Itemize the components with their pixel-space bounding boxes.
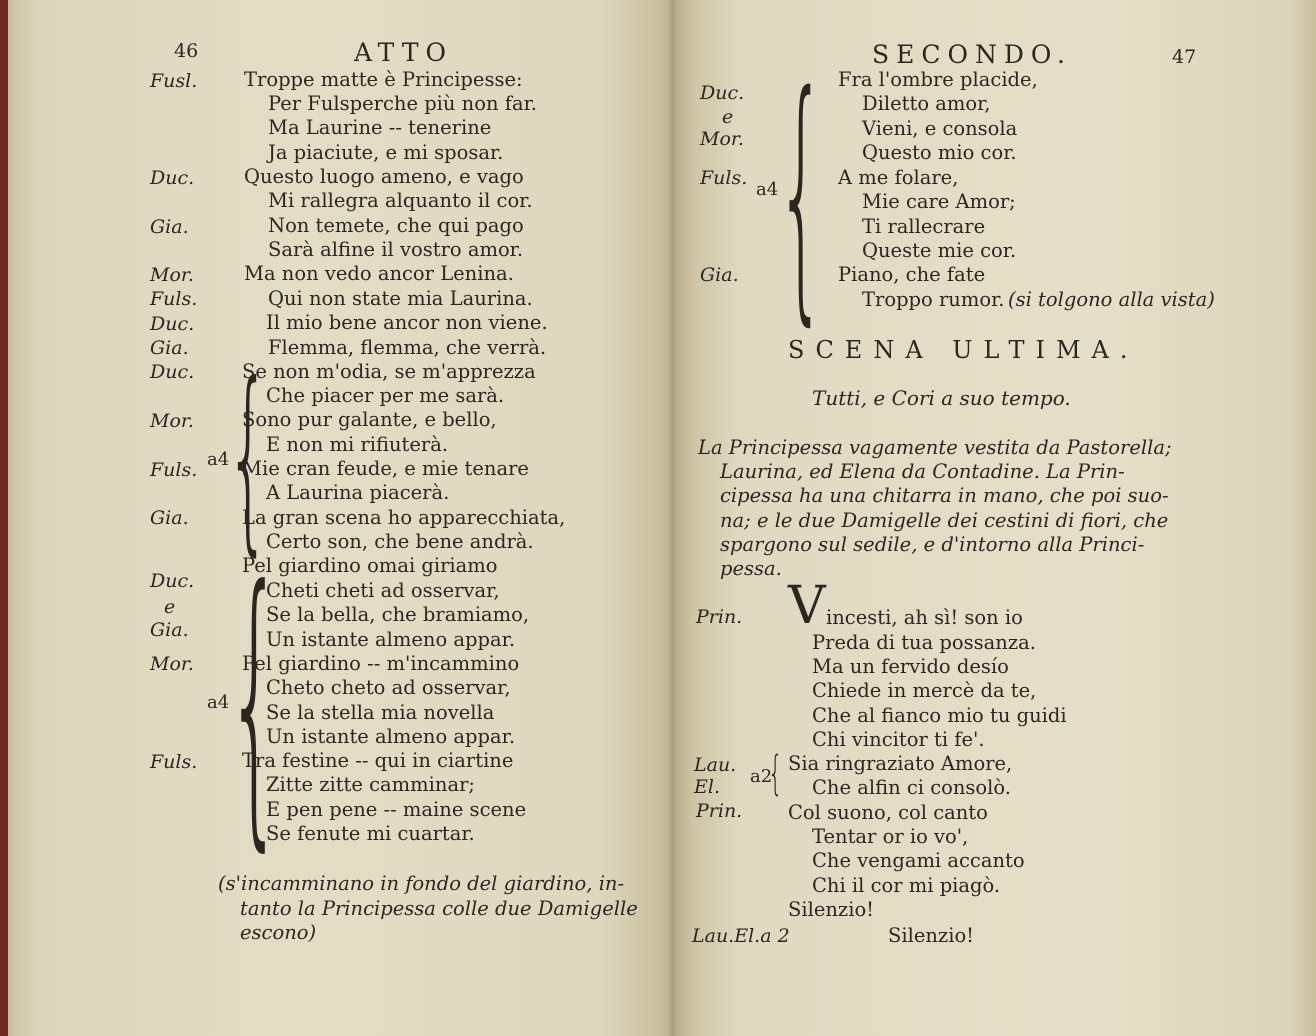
verse-line: Un istante almeno appar. — [266, 628, 516, 651]
speaker-name: Mor. — [150, 653, 194, 675]
verse-line: Il mio bene ancor non viene. — [266, 311, 548, 334]
verse-line: A me folare, — [838, 166, 959, 189]
verse-line: Sono pur galante, e bello, — [242, 408, 497, 431]
description-line: spargono sul sedile, e d'intorno alla Princi- — [720, 533, 1145, 556]
verse-line: Se fenute mi cuartar. — [266, 822, 475, 845]
verse-line: Questo luogo ameno, e vago — [244, 165, 524, 188]
speaker-name: Gia. — [700, 264, 739, 286]
verse-line: Tra festine -- qui in ciartine — [242, 749, 514, 772]
speaker-name: Gia. — [150, 216, 189, 238]
speaker-name: e — [722, 106, 734, 128]
verse-line: Se la stella mia novella — [266, 701, 495, 724]
stage-direction-line: tanto la Principessa colle due Damigelle — [240, 897, 638, 920]
verse-line: Sarà alfine il vostro amor. — [268, 238, 524, 261]
verse-line: Ma Laurine -- tenerine — [268, 116, 492, 139]
speaker-name: Fusl. — [150, 70, 198, 92]
verse-line: Silenzio! — [888, 924, 975, 947]
speaker-name: Duc. — [700, 82, 745, 104]
verse-line: Per Fulsperche più non far. — [268, 92, 537, 115]
verse-line: Ti rallecrare — [862, 215, 986, 238]
speaker-name: Mor. — [700, 128, 744, 150]
verse-line: Fra l'ombre placide, — [838, 68, 1038, 91]
scene-title: SCENA ULTIMA. — [788, 336, 1139, 364]
ensemble-mark: a4 — [207, 692, 230, 713]
verse-line: Ma non vedo ancor Lenina. — [244, 262, 514, 285]
speaker-name: Duc. — [150, 167, 195, 189]
verse-line: Troppe matte è Principesse: — [244, 68, 523, 91]
verse-line: Preda di tua possanza. — [812, 631, 1036, 654]
drop-cap: V — [788, 576, 826, 636]
verse-line: incesti, ah sì! son io — [826, 606, 1023, 629]
verse-line: Silenzio! — [788, 898, 875, 921]
speaker-name: Gia. — [150, 507, 189, 529]
verse-line: Questo mio cor. — [862, 141, 1017, 164]
brace-icon: { — [226, 341, 271, 574]
stage-direction-line: escono) — [240, 921, 317, 944]
speaker-name: Gia. — [150, 337, 189, 359]
verse-line: Se non m'odia, se m'apprezza — [242, 360, 536, 383]
brace-icon: { — [768, 746, 783, 800]
verse-line: Troppo rumor. — [862, 288, 1005, 311]
verse-line: Ma un fervido desío — [812, 655, 1009, 678]
verse-line: Qui non state mia Laurina. — [268, 287, 533, 310]
verse-line: Pel giardino -- m'incammino — [242, 652, 520, 675]
verse-line: Che al fianco mio tu guidi — [812, 704, 1067, 727]
speaker-name: Duc. — [150, 570, 195, 592]
verse-line: E pen pene -- maine scene — [266, 798, 527, 821]
ensemble-mark-a2: a2 — [750, 766, 773, 787]
verse-line: Pel giardino omai giriamo — [242, 554, 498, 577]
verse-line: Non temete, che qui pago — [268, 214, 524, 237]
speaker-name: Mor. — [150, 410, 194, 432]
page-number-left: 46 — [174, 40, 199, 62]
brace-icon: { — [226, 527, 284, 876]
speaker-name: Mor. — [150, 264, 194, 286]
verse-line: Mi rallegra alquanto il cor. — [268, 189, 533, 212]
speaker-name: Gia. — [150, 619, 189, 641]
verse-line: Mie cran feude, e mie tenare — [242, 457, 529, 480]
scene-subtitle: Tutti, e Cori a suo tempo. — [812, 386, 1071, 410]
verse-line: Queste mie cor. — [862, 239, 1017, 262]
verse-line: Zitte zitte camminar; — [266, 773, 475, 796]
verse-line: Ja piaciute, e mi sposar. — [268, 141, 504, 164]
verse-line: Flemma, flemma, che verrà. — [268, 336, 547, 359]
speaker-name: e — [164, 596, 176, 618]
description-line: cipessa ha una chitarra in mano, che poi suo- — [720, 484, 1169, 507]
verse-line: Chi il cor mi piagò. — [812, 874, 1001, 897]
brace-icon: { — [776, 40, 827, 348]
verse-line: E non mi rifiuterà. — [266, 433, 449, 456]
verse-line: Piano, che fate — [838, 263, 986, 286]
running-header-left: ATTO — [354, 38, 453, 67]
page-number-right: 47 — [1172, 46, 1197, 68]
speaker-name: Fuls. — [150, 288, 198, 310]
description-line: pessa. — [720, 557, 782, 580]
verse-line: Diletto amor, — [862, 92, 991, 115]
description-line: Laurina, ed Elena da Contadine. La Prin- — [720, 460, 1125, 483]
verse-line: La gran scena ho apparecchiata, — [242, 506, 566, 529]
verse-line: Vieni, e consola — [862, 117, 1018, 140]
book-gutter — [668, 0, 678, 1036]
verse-line: Col suono, col canto — [788, 801, 988, 824]
verse-line: Che piacer per me sarà. — [266, 384, 505, 407]
description-line: La Principessa vagamente vestita da Pastorella; — [698, 436, 1172, 459]
verse-line: Tentar or io vo', — [812, 825, 969, 848]
verse-line: Cheti cheti ad osservar, — [266, 579, 500, 602]
speaker-name: Lau.El.a 2 — [692, 925, 790, 947]
speaker-name: Fuls. — [150, 459, 198, 481]
running-header-right: SECONDO. — [872, 40, 1072, 69]
speaker-name: Prin. — [696, 606, 743, 628]
speaker-name: Lau. — [694, 754, 737, 776]
verse-line: Che vengami accanto — [812, 849, 1025, 872]
book-cover-edge — [0, 0, 8, 1036]
verse-line: Sia ringraziato Amore, — [788, 752, 1013, 775]
verse-line: Certo son, che bene andrà. — [266, 530, 534, 553]
verse-line: Che alfin ci consolò. — [812, 776, 1011, 799]
stage-direction-line: (s'incamminano in fondo del giardino, in- — [218, 872, 625, 895]
speaker-name: Fuls. — [150, 751, 198, 773]
ensemble-mark: a4 — [756, 179, 779, 200]
ensemble-mark: a4 — [207, 449, 230, 470]
speaker-name: Prin. — [696, 800, 743, 822]
verse-line: Chiede in mercè da te, — [812, 679, 1037, 702]
speaker-name: El. — [694, 776, 720, 798]
speaker-name: Duc. — [150, 313, 195, 335]
verse-line: Mie care Amor; — [862, 190, 1016, 213]
verse-line: Chi vincitor ti fe'. — [812, 728, 985, 751]
verse-line: A Laurina piacerà. — [266, 481, 450, 504]
verse-line: Un istante almeno appar. — [266, 725, 516, 748]
description-line: na; e le due Damigelle dei cestini di fiori, che — [720, 509, 1169, 532]
inline-stage-direction: (si tolgono alla vista) — [1008, 288, 1215, 311]
verse-line: Se la bella, che bramiamo, — [266, 603, 530, 626]
speaker-name: Fuls. — [700, 167, 748, 189]
verse-line: Cheto cheto ad osservar, — [266, 676, 511, 699]
speaker-name: Duc. — [150, 361, 195, 383]
